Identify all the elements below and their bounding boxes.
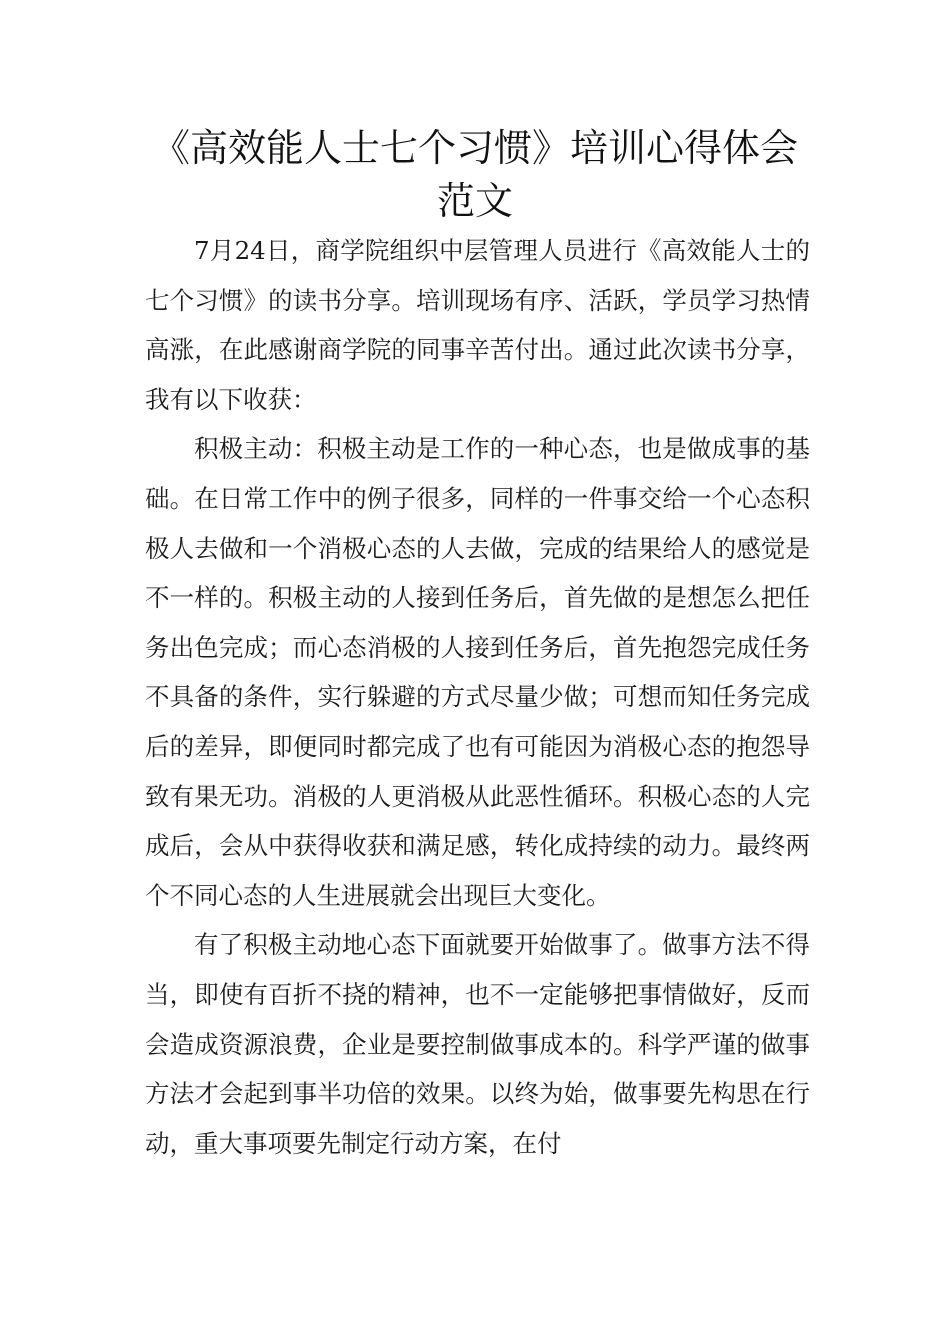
paragraph-proactive: 积极主动：积极主动是工作的一种心态，也是做成事的基础。在日常工作中的例子很多，同样的一件事交给一个心态积极人去做和一个消极心态的人去做，完成的结果给人的感觉是不一样的。积极主动的人接到任务后，首先做的是想怎么把任务出色完成；而心态消极的人接到任务后，首先抱怨完成任务不具备的条件，实行躲避的方式尽量少做；可想而知任务完成后的差异，即便同时都完成了也有可能因为消极心态的抱怨导致有果无功。消极的人更消极从此恶性循环。积极心态的人完成后，会从中获得收获和满足感，转化成持续的动力。最终两个不同心态的人生进展就会出现巨大变化。 bbox=[145, 434, 810, 910]
document-body bbox=[145, 226, 810, 1168]
paragraph-method: 有了积极主动地心态下面就要开始做事了。做事方法不得当，即使有百折不挠的精神，也不一定能够把事情做好，反而会造成资源浪费，企业是要控制做事成本的。科学严谨的做事方法才会起到事半功倍的效果。以终为始，做事要先构思在行动，重大事项要先制定行动方案，在付 bbox=[145, 930, 810, 1158]
paragraph-intro: 7月24日，商学院组织中层管理人员进行《高效能人士的七个习惯》的读书分享。培训现场有序、活跃，学员学习热情高涨，在此感谢商学院的同事辛苦付出。通过此次读书分享，我有以下收获： bbox=[145, 236, 810, 414]
document-title: 《高效能人士七个习惯》培训心得体会范文 bbox=[151, 126, 798, 223]
